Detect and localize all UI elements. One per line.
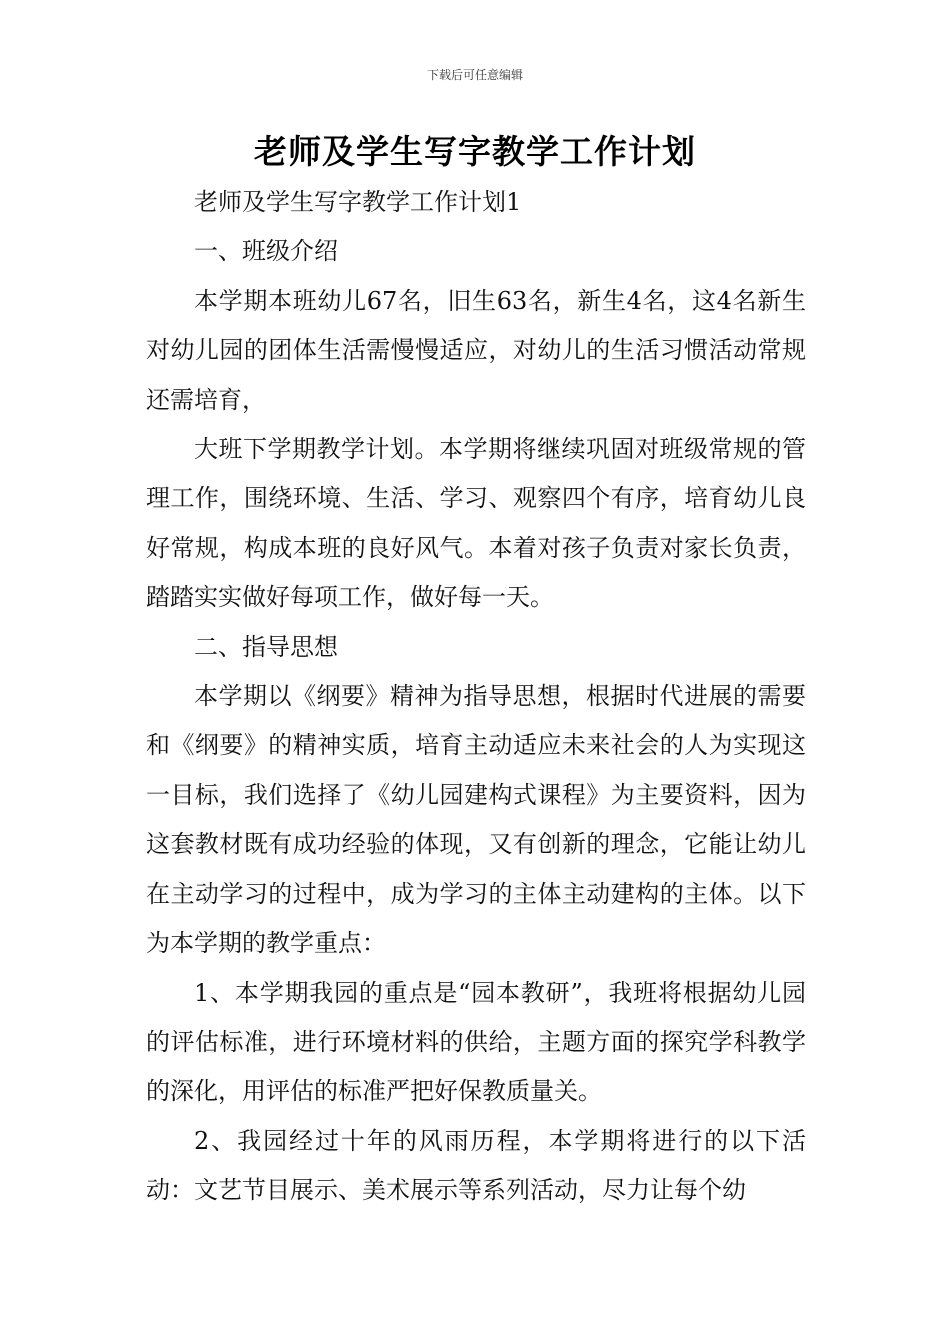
paragraph-guiding-ideas: 本学期以《纲要》精神为指导思想，根据时代进展的需要和《纲要》的精神实质，培育主动适应未来社会的人为实现这一目标，我们选择了《幼儿园建构式课程》为主要资料，因为这套教材既有成功经验的体现，又有创新的理念，它能让幼儿在主动学习的过程中，成为学习的主体主动建构的主体。以下为本学期的教学重点：	[146, 682, 806, 958]
header-note: 下载后可任意编辑	[426, 68, 523, 82]
plan-subtitle: 老师及学生写字教学工作计划1	[194, 188, 522, 216]
section-heading-guiding-ideas: 二、指导思想	[194, 632, 338, 661]
document-body	[146, 178, 806, 1216]
section-heading-class-intro: 一、班级介绍	[194, 237, 338, 266]
document-title: 老师及学生写字教学工作计划	[254, 132, 696, 171]
paragraph-semester-plan: 大班下学期教学计划。本学期将继续巩固对班级常规的管理工作，围绕环境、生活、学习、观察四个有序，培育幼儿良好常规，构成本班的良好风气。本着对孩子负责对家长负责，踏踏实实做好每项工作，做好每一天。	[146, 435, 806, 612]
paragraph-point-2: 2、我园经过十年的风雨历程，本学期将进行的以下活动：文艺节目展示、美术展示等系列活动，尽力让每个幼	[146, 1126, 806, 1205]
paragraph-class-size: 本学期本班幼儿67名，旧生63名，新生4名，这4名新生对幼儿园的团体生活需慢慢适应，对幼儿的生活习惯活动常规还需培育，	[146, 286, 806, 414]
paragraph-point-1: 1、本学期我园的重点是“园本教研”，我班将根据幼儿园的评估标准，进行环境材料的供给，主题方面的探究学科教学的深化，用评估的标准严把好保教质量关。	[146, 978, 806, 1106]
